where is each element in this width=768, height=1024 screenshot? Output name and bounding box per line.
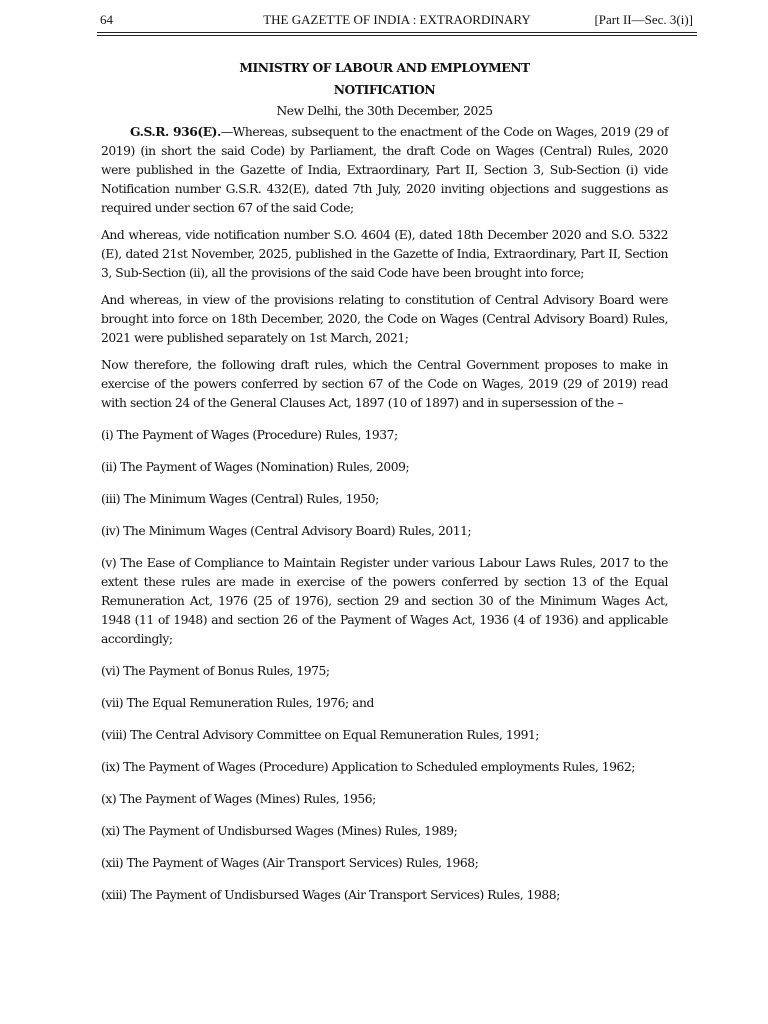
gazette-title: THE GAZETTE OF INDIA : EXTRAORDINARY	[263, 12, 531, 27]
running-header	[97, 12, 697, 32]
list-item: (ii) The Payment of Wages (Nomination) Rules, 2009;	[101, 460, 410, 474]
date-line: New Delhi, the 30th December, 2025	[276, 104, 493, 118]
part-section: [Part II—Sec. 3(i)]	[594, 12, 693, 27]
list-item: (xi) The Payment of Undisbursed Wages (Mines) Rules, 1989;	[101, 824, 458, 838]
paragraph-2: And whereas, vide notification number S.O. 4604 (E), dated 18th December 2020 and S.O. 5322 (E), dated 21st November, 2025, published in the Gazette of India, Extraordinary, Part II, Section 3, Sub-Section (ii), all the provisions of the said Code have been brought into force;	[101, 228, 668, 280]
list-item: (viii) The Central Advisory Committee on Equal Remuneration Rules, 1991;	[101, 728, 540, 742]
gsr-reference: G.S.R. 936(E).	[130, 124, 221, 139]
paragraph-3: And whereas, in view of the provisions relating to constitution of Central Advisory Board were brought into force on 18th December, 2020, the Code on Wages (Central Advisory Board) Rules, 2021 were published separately on 1st March, 2021;	[101, 293, 668, 345]
paragraph-1-text: —Whereas, subsequent to the enactment of the Code on Wages, 2019 (29 of 2019) (in short the said Code) by Parliament, the draft Code on Wages (Central) Rules, 2020 were published in the Gazette of India, Extraordinary, Part II, Section 3, Sub-Section (i) vide Notification number G.S.R. 432(E), dated 7th July, 2020 inviting objections and suggestions as required under section 67 of the said Code;	[101, 125, 668, 215]
ministry-name: MINISTRY OF LABOUR AND EMPLOYMENT	[239, 60, 530, 75]
notification-heading: NOTIFICATION	[333, 82, 436, 97]
list-item: (v) The Ease of Compliance to Maintain Register under various Labour Laws Rules, 2017 to the extent these rules are made in exercise of the powers conferred by section 13 of the Equal Remuneration Act, 1976 (25 of 1976), section 29 and section 30 of the Minimum Wages Act, 1948 (11 of 1948) and section 26 of the Payment of Wages Act, 1936 (4 of 1936) and applicable accordingly;	[101, 556, 668, 646]
list-item: (i) The Payment of Wages (Procedure) Rules, 1937;	[101, 428, 398, 442]
paragraph-1	[101, 122, 668, 218]
list-item: (iii) The Minimum Wages (Central) Rules, 1950;	[101, 492, 379, 506]
list-item: (vi) The Payment of Bonus Rules, 1975;	[101, 664, 330, 678]
list-item: (xiii) The Payment of Undisbursed Wages (Air Transport Services) Rules, 1988;	[101, 888, 560, 902]
header-rule-bottom	[97, 35, 697, 36]
list-item: (vii) The Equal Remuneration Rules, 1976; and	[101, 696, 374, 710]
list-item: (x) The Payment of Wages (Mines) Rules, 1956;	[101, 792, 376, 806]
list-item: (ix) The Payment of Wages (Procedure) Application to Scheduled employments Rules, 1962;	[101, 760, 635, 774]
list-item: (xii) The Payment of Wages (Air Transport Services) Rules, 1968;	[101, 856, 479, 870]
paragraph-4: Now therefore, the following draft rules, which the Central Government proposes to make in exercise of the powers conferred by section 67 of the Code on Wages, 2019 (29 of 2019) read with section 24 of the General Clauses Act, 1897 (10 of 1897) and in supersession of the –	[101, 358, 668, 410]
list-item: (iv) The Minimum Wages (Central Advisory Board) Rules, 2011;	[101, 524, 472, 538]
page-number: 64	[100, 12, 113, 27]
header-rule-top	[97, 32, 697, 33]
notification-body	[101, 58, 668, 905]
